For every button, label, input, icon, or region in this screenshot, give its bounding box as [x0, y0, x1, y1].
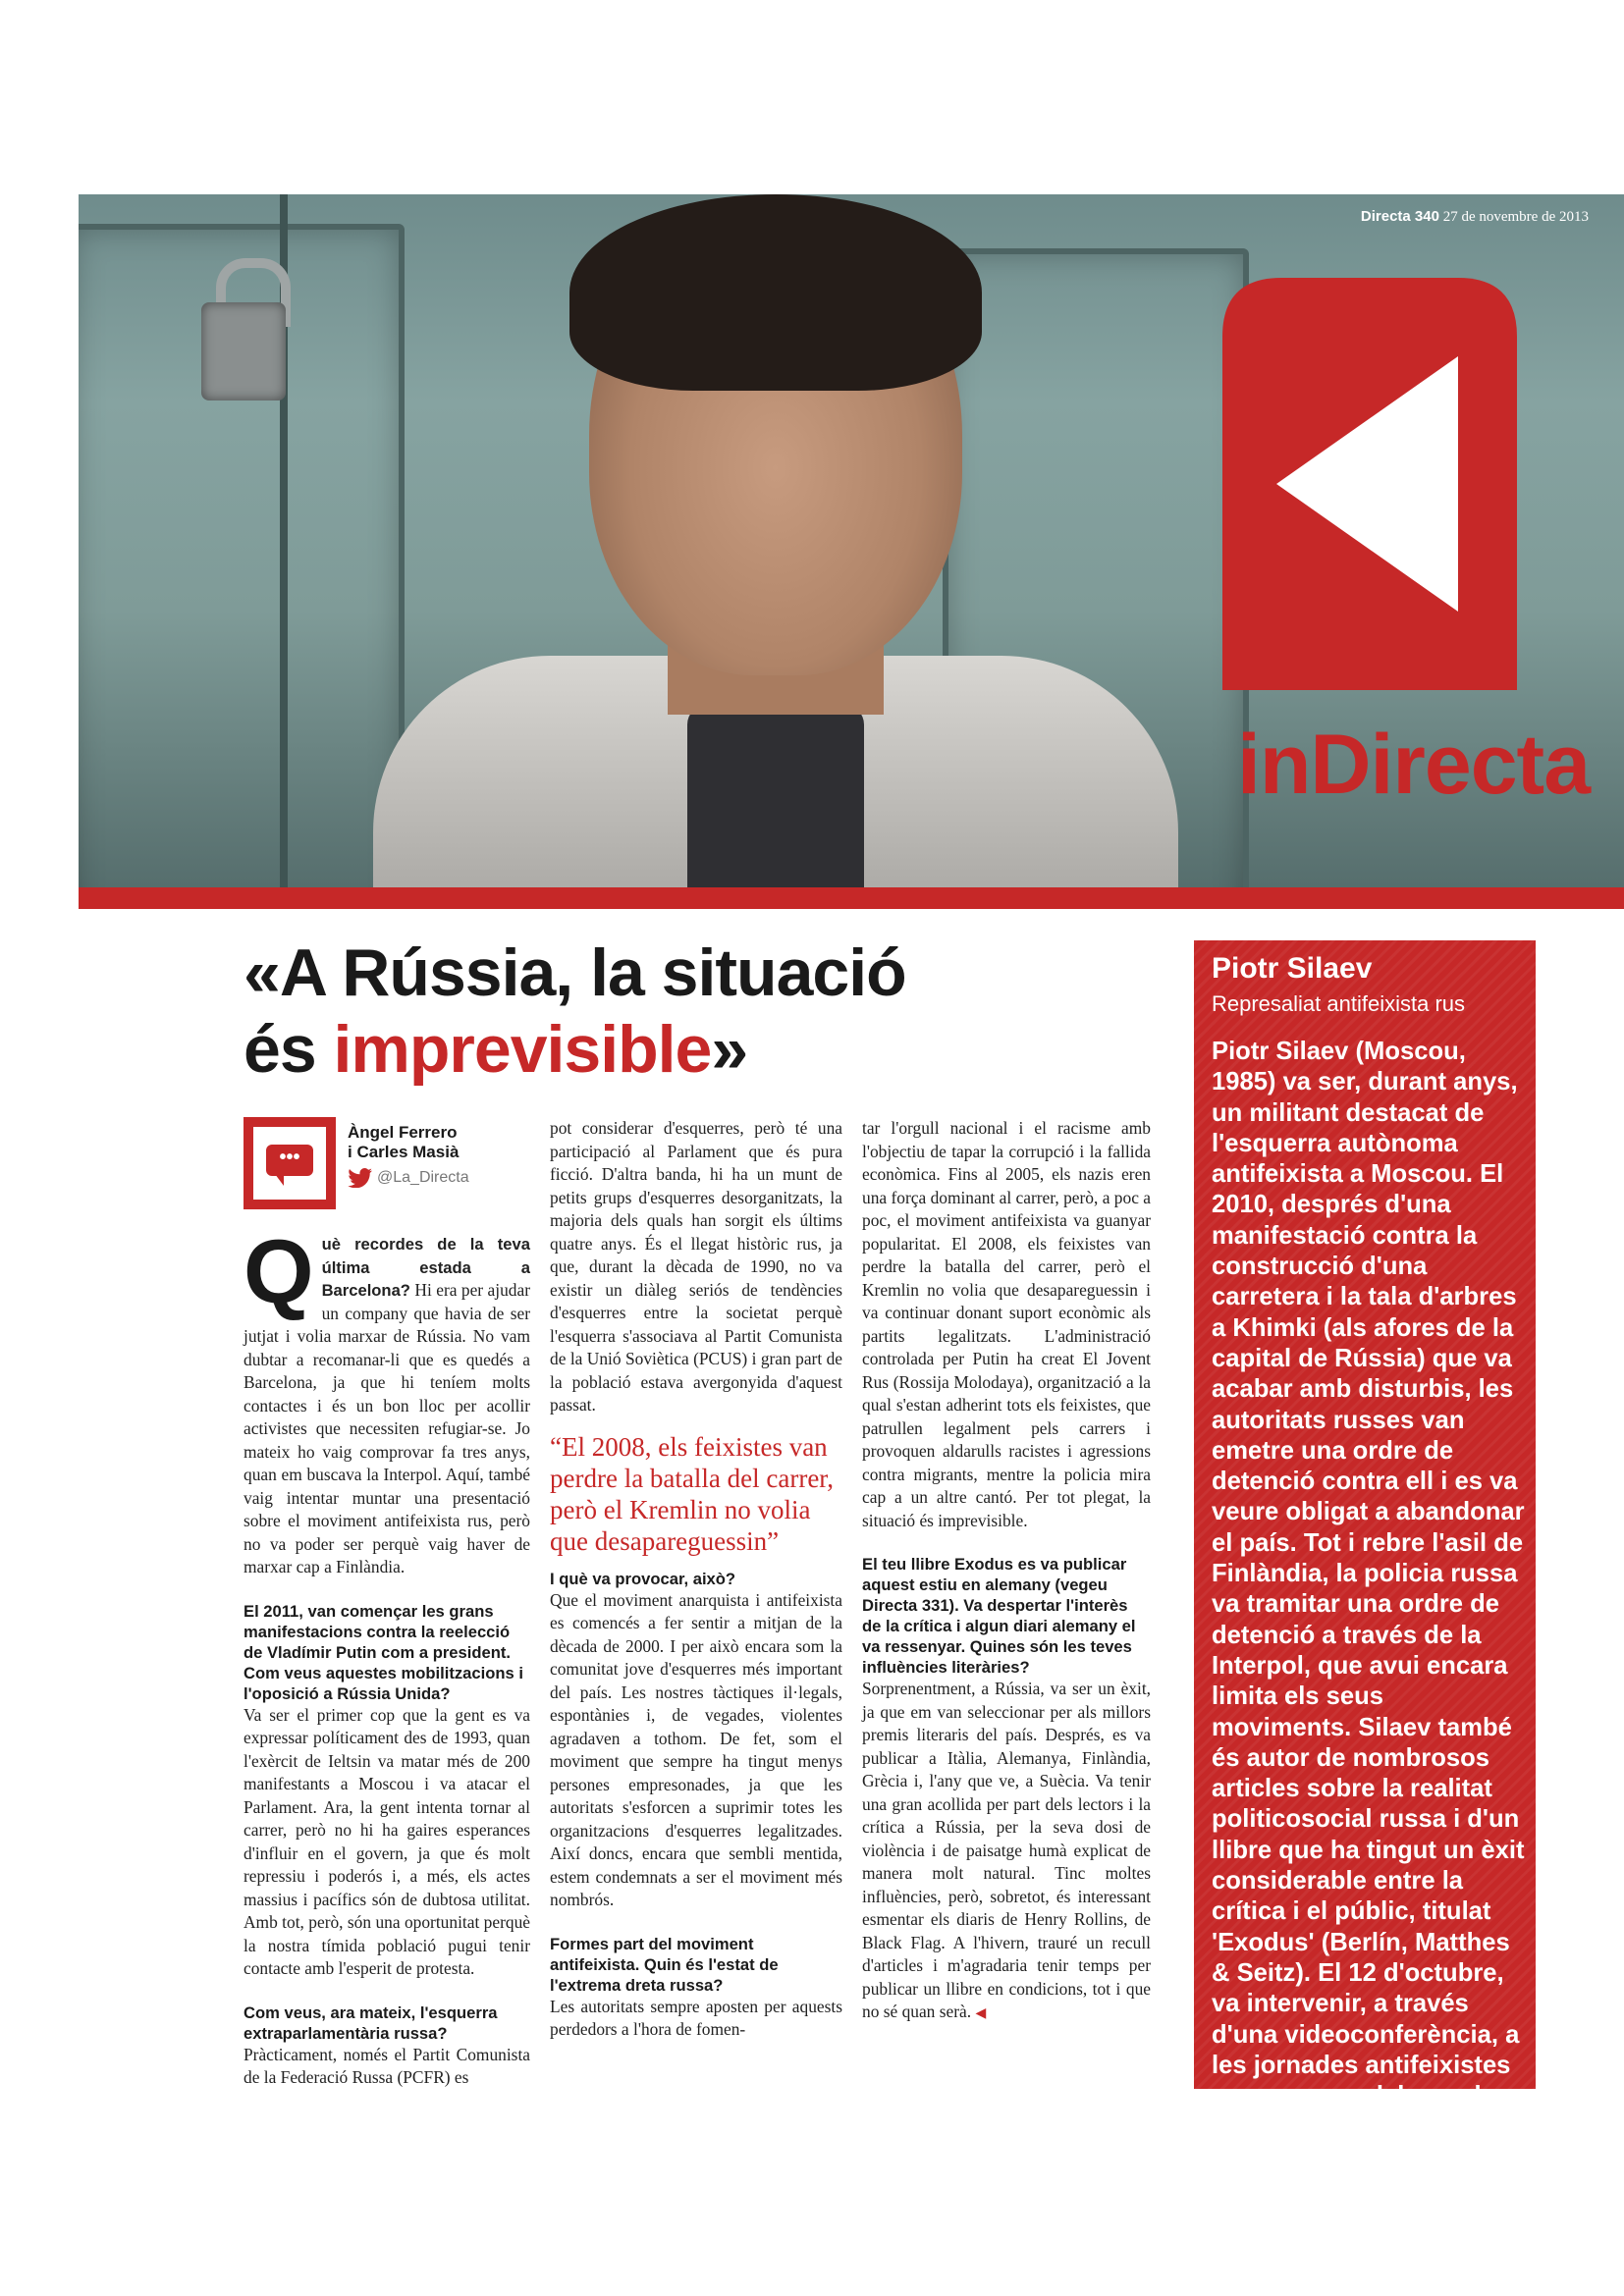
chat-bubble-icon: •••: [244, 1117, 336, 1209]
headline-line1: «A Rússia, la situació: [244, 935, 906, 1010]
padlock-icon: [201, 302, 286, 400]
directa-logo-icon: [1222, 278, 1517, 690]
answer-5-continued: tar l'orgull nacional i el racisme amb l'objectiu de tapar la corrupció i la fallida econòmica. Fins al 2005, els nazis eren una força dominant al carrer, però, a poc a poc, el moviment antifeixista va guanyar popularitat. El 2008, els feixistes van perdre la batalla del carrer, però el Kremlin no volia que desapareguessin i va continuar donant suport econòmic als partits legalitzats. L'administració controlada per Putin ha creat El Jovent Rus (Rossija Molodaya), organització a la qual s'estan adherint tots els feixistes, que patrullen legalment pels carrers i provoquen aldarulls racistes i agressions contra migrants, mentre la policia mira cap a un altre cantó. Per tot plegat, la situació és imprevisible.: [862, 1118, 1151, 1530]
author-line-1: Àngel Ferrero: [348, 1123, 458, 1142]
person-hair: [569, 194, 982, 391]
question-4: I què va provocar, això?: [550, 1569, 736, 1588]
person-shirt: [687, 705, 864, 887]
article-column-3: [862, 1117, 1151, 2026]
question-6: El teu llibre Exodus es va publicar aquest estiu en alemany (vegeu Directa 331). Va despertar l'interès de la crítica i algun diari alemany el va ressenyar. Quines són les teves influències literàries?: [862, 1555, 1136, 1677]
question-2: El 2011, van començar les grans manifestacions contra la reelecció de Vladímir Putin com a president. Com veus aquestes mobilitzacions i l'oposició a Rússia Unida?: [244, 1601, 523, 1703]
article-column-2: [550, 1117, 842, 2042]
hero-photo: [79, 194, 1624, 887]
answer-1: Hi era per ajudar un company que havia de ser jutjat i volia marxar de Rússia. No vam dubtar a recomanar-li que es quedés a Barcelona, ja que hi teníem molts contactes i és un bon lloc per acollir activistes que necessiten refugiar-se. Jo mateix ho vaig comprovar fa tres anys, quan em buscava la Interpol. Aquí, també vaig intentar muntar una presentació sobre el moviment antifeixista rus, però no va poder ser perquè vaig haver de marxar cap a Finlàndia.: [244, 1280, 530, 1576]
byline: [244, 1117, 497, 1209]
issue-date: 27 de novembre de 2013: [1442, 209, 1589, 225]
question-5: Formes part del moviment antifeixista. Quin és l'estat de l'extrema dreta russa?: [550, 1934, 779, 1995]
article-column-1: [244, 1222, 530, 2090]
author-line-2: i Carles Masià: [348, 1143, 460, 1161]
sidebar-name: Piotr Silaev: [1212, 952, 1373, 985]
question-3: Com veus, ara mateix, l'esquerra extraparlamentària russa?: [244, 2002, 498, 2043]
headline-line2-start: és: [244, 1012, 334, 1087]
twitter-bird-icon: [348, 1168, 373, 1188]
pull-quote: “El 2008, els feixistes van perdre la batalla del carrer, però el Kremlin no volia que desapareguessin”: [550, 1431, 834, 1556]
answer-6: Sorprenentment, a Rússia, va ser un èxit, ja que em van seleccionar per als millors premis literaris del país. Després, es va publicar a Itàlia, Alemanya, Finlàndia, Grècia i, l'any que ve, a Suècia. Va tenir una gran acollida per part dels lectors i la crítica a Rússia, per la seva dosi de violència i de paisatge humà explicat de manera molt natural. Tinc moltes influències, però, sobretot, és interessant esmentar els diaris de Henry Rollins, de Black Flag. A l'hivern, trauré un recull d'articles i m'agradaria tenir temps per publicar un llibre en condicions, tot i que no sé quan serà.: [862, 1679, 1151, 2021]
end-mark-icon: ◀: [975, 2006, 987, 2021]
headline-highlight: imprevisible: [333, 1012, 712, 1087]
twitter-handle-row[interactable]: [348, 1168, 497, 1188]
profile-sidebar: [1194, 940, 1536, 2141]
headline-line2-end: »: [711, 1012, 748, 1087]
answer-5: Les autoritats sempre aposten per aquests perdedors a l'hora de fomen-: [550, 1996, 842, 2039]
publication-name: Directa 340: [1360, 208, 1439, 225]
answer-4: Que el moviment anarquista i antifeixista es comencés a fer sentir a mitjan de la dècada de 2000. I per això encara som la comunitat jove d'esquerres més important del país. Les nostres tàctiques il·legals, espontànies i, de vegades, violentes agradaven a tothom. De fet, som el moviment que sempre ha tingut menys persones empresonades, ja que les autoritats s'esforcen a suprimir totes les organitzacions d'esquerres legalitzades. Així doncs, encara que sembli mentida, estem condemnats a ser el moviment més nombrós.: [550, 1589, 842, 1909]
answer-3: Pràcticament, només el Partit Comunista de la Federació Russa (PCFR) es: [244, 2044, 530, 2087]
twitter-handle: @La_Directa: [377, 1169, 469, 1186]
answer-2: Va ser el primer cop que la gent es va expressar políticament des de 1993, quan l'exèrcit de Ieltsin va matar més de 200 manifestants a Moscou i va atacar el Parlament. Ara, la gent intenta tornar al carrer, però no hi ha gaires esperances d'influir en el govern, ja que és molt repressiu i poderós i, a més, els actes massius i pacífics són de dubtosa utilitat. Amb tot, però, són una oportunitat perquè la nostra tímida població pugui tenir contacte amb l'esperit de protesta.: [244, 1704, 530, 1978]
dropcap: Q: [244, 1222, 314, 1322]
sidebar-body: Piotr Silaev (Moscou, 1985) va ser, durant anys, un militant destacat de l'esquerra autònoma antifeixista a Moscou. El 2010, després d'una manifestació contra la construcció d'una carretera i la tala d'arbres a Khimki (als afores de la capital de Rússia) que va acabar amb disturbis, les autoritats russes van emetre una ordre de detenció contra ell i es va veure obligat a abandonar el país. Tot i rebre l'asil de Finlàndia, la policia russa va tramitar una ordre de detenció a través de la Interpol, que avui encara limita els seus moviments. Silaev també és autor de nombrosos articles sobre la realitat politicosocial russa i d'un llibre que ha tingut un èxit considerable entre la crítica i el públic, titulat 'Exodus' (Berlín, Matthes & Seitz). El 12 d'octubre, va intervenir, a través d'una videoconferència, a les jornades antifeixistes que es van celebrar a la ciutat de Barcelona.: [1212, 1038, 1525, 2141]
author-block: [348, 1123, 497, 1188]
section-title: inDirecta: [1237, 718, 1591, 812]
issue-line: [1361, 208, 1589, 226]
headline: [244, 934, 990, 1088]
question-1: uè recordes de la teva última estada a Barcelona?: [321, 1235, 530, 1300]
red-rule: [79, 887, 1624, 909]
sidebar-subtitle: Represaliat antifeixista rus: [1212, 991, 1466, 1016]
answer-3-continued: pot considerar d'esquerres, però té una participació al Parlament que és pura ficció. D'altra banda, hi ha un munt de petits grups d'esquerres desorganitzats, la majoria dels quals han sorgit els últims quatre anys. És el llegat històric rus, ja que, durant la dècada de 1990, no va existir un diàleg seriós de tendències d'esquerres entre la societat perquè l'esquerra s'associava al Partit Comunista de la Unió Soviètica (PCUS) i gran part de la població estava avergonyida d'aquest passat.: [550, 1118, 842, 1415]
